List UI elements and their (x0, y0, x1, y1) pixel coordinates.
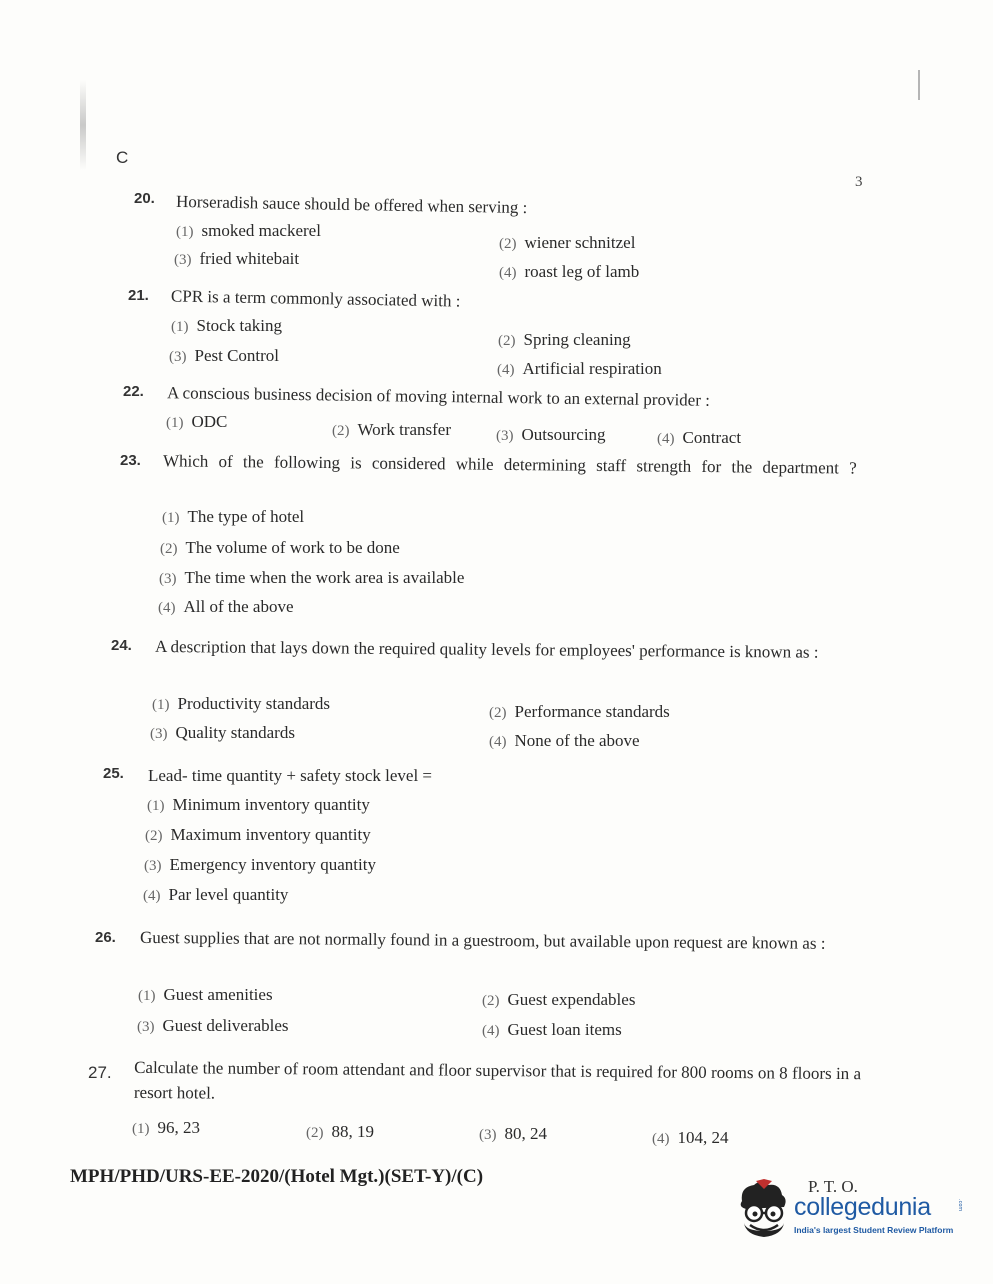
option-text: roast leg of lamb (524, 262, 640, 281)
option-number: (4) (657, 431, 675, 447)
option-number: (3) (479, 1127, 497, 1143)
option-text: 96, 23 (157, 1118, 200, 1137)
option-number: (4) (158, 600, 176, 616)
option-text: smoked mackerel (201, 221, 321, 240)
option-text: wiener schnitzel (524, 233, 636, 252)
option-text: Performance standards (514, 702, 670, 721)
option-number: (2) (498, 333, 516, 349)
option-2 (160, 538, 400, 558)
option-text: Productivity standards (177, 694, 331, 713)
question-number: 25. (103, 765, 124, 782)
option-4 (158, 597, 294, 617)
option-3 (496, 425, 606, 445)
option-number: (1) (171, 319, 189, 335)
option-text: Work transfer (357, 420, 452, 439)
option-1 (176, 221, 321, 241)
option-text: Par level quantity (168, 885, 289, 904)
option-text: 88, 19 (331, 1122, 374, 1141)
option-2 (482, 990, 635, 1010)
option-number: (2) (499, 236, 517, 252)
scan-shadow (80, 80, 86, 170)
option-2 (489, 702, 670, 722)
logo-tagline: India's largest Student Review Platform (794, 1225, 954, 1235)
option-text: fried whitebait (199, 249, 300, 268)
question-number: 23. (120, 452, 141, 469)
option-number: (4) (489, 734, 507, 750)
option-number: (1) (132, 1121, 150, 1137)
option-1 (132, 1118, 200, 1138)
option-text: Guest expendables (507, 990, 636, 1009)
logo-tld: .com (957, 1199, 963, 1212)
option-number: (3) (169, 349, 187, 365)
option-number: (4) (482, 1023, 500, 1039)
option-2 (499, 233, 635, 253)
paper-code: MPH/PHD/URS-EE-2020/(Hotel Mgt.)(SET-Y)/(C) (70, 1166, 484, 1187)
option-text: The type of hotel (187, 507, 305, 526)
option-text: Guest amenities (163, 985, 273, 1004)
option-number: (3) (137, 1019, 155, 1035)
collegedunia-logo[interactable] (736, 1177, 966, 1247)
option-3 (174, 249, 299, 269)
option-text: Stock taking (196, 316, 282, 335)
option-number: (4) (652, 1131, 670, 1147)
mascot-icon (736, 1179, 792, 1239)
option-text: Emergency inventory quantity (169, 855, 376, 874)
option-2 (306, 1122, 374, 1142)
question-text: CPR is a term commonly associated with : (170, 286, 461, 311)
option-number: (4) (143, 888, 161, 904)
option-text: Maximum inventory quantity (170, 825, 371, 844)
option-number: (3) (150, 726, 168, 742)
option-text: Guest loan items (507, 1020, 622, 1039)
option-text: Contract (682, 428, 742, 447)
option-number: (2) (489, 705, 507, 721)
option-text: 104, 24 (677, 1128, 729, 1147)
option-number: (3) (496, 428, 514, 444)
option-4 (489, 731, 640, 751)
option-text: 80, 24 (504, 1124, 547, 1143)
page-number: 3 (855, 174, 863, 190)
option-number: (3) (144, 858, 162, 874)
option-3 (150, 723, 295, 743)
option-4 (143, 885, 288, 905)
option-number: (1) (147, 798, 165, 814)
option-text: Spring cleaning (523, 330, 631, 349)
option-2 (498, 330, 631, 350)
option-text: None of the above (514, 731, 640, 750)
option-4 (657, 428, 741, 448)
option-1 (166, 412, 227, 432)
option-text: Minimum inventory quantity (172, 795, 370, 814)
question-text: Horseradish sauce should be offered when serving : (175, 191, 528, 218)
option-number: (1) (152, 697, 170, 713)
option-number: (2) (160, 541, 178, 557)
option-text: Outsourcing (521, 425, 606, 444)
option-4 (499, 262, 639, 282)
option-3 (144, 855, 376, 875)
option-number: (3) (174, 252, 192, 268)
question-text: Which of the following is considered while determining staff strength for the department ? (162, 451, 857, 478)
question-number: 26. (95, 929, 116, 946)
option-number: (4) (499, 265, 517, 281)
option-number: (1) (162, 510, 180, 526)
option-number: (1) (138, 988, 156, 1004)
option-1 (138, 985, 273, 1005)
option-4 (482, 1020, 622, 1040)
option-3 (479, 1124, 547, 1144)
question-text: Calculate the number of room attendant and floor supervisor that is required for 800 rooms on 8 floors in a resort hotel. (133, 1057, 862, 1103)
option-text: Artificial respiration (522, 359, 662, 378)
question-text: Lead- time quantity + safety stock level = (148, 766, 433, 785)
option-text: Quality standards (175, 723, 295, 742)
option-text: Pest Control (194, 346, 280, 365)
question-number: 21. (128, 287, 149, 304)
option-text: All of the above (183, 597, 294, 616)
option-number: (4) (497, 362, 515, 378)
question-number: 27. (88, 1063, 112, 1082)
option-2 (145, 825, 371, 845)
option-number: (3) (159, 571, 177, 587)
option-4 (652, 1128, 729, 1148)
option-text: The time when the work area is available (184, 568, 465, 587)
scan-mark (918, 70, 920, 100)
option-2 (332, 420, 451, 440)
question-text: A description that lays down the required quality levels for employees' performance is known as : (154, 636, 819, 662)
option-text: Guest deliverables (162, 1016, 289, 1035)
option-1 (152, 694, 330, 714)
option-3 (137, 1016, 289, 1036)
option-number: (2) (482, 993, 500, 1009)
question-number: 24. (111, 637, 132, 654)
question-text: A conscious business decision of moving internal work to an external provider : (166, 383, 711, 410)
question-number: 20. (134, 190, 155, 207)
option-number: (2) (332, 423, 350, 439)
option-number: (1) (166, 415, 184, 431)
option-number: (2) (306, 1125, 324, 1141)
pto-label: P. T. O. (808, 1177, 858, 1196)
option-text: The volume of work to be done (185, 538, 400, 557)
option-3 (159, 568, 464, 588)
option-number: (1) (176, 224, 194, 240)
option-1 (162, 507, 304, 527)
set-code: C (116, 148, 129, 167)
logo-name: collegedunia (794, 1193, 931, 1221)
question-text: Guest supplies that are not normally found in a guestroom, but available upon request are known as : (139, 927, 826, 953)
option-text: ODC (191, 412, 228, 431)
option-1 (147, 795, 370, 815)
option-4 (497, 359, 662, 379)
question-number: 22. (123, 383, 144, 400)
option-1 (171, 316, 282, 336)
option-3 (169, 346, 279, 366)
option-number: (2) (145, 828, 163, 844)
